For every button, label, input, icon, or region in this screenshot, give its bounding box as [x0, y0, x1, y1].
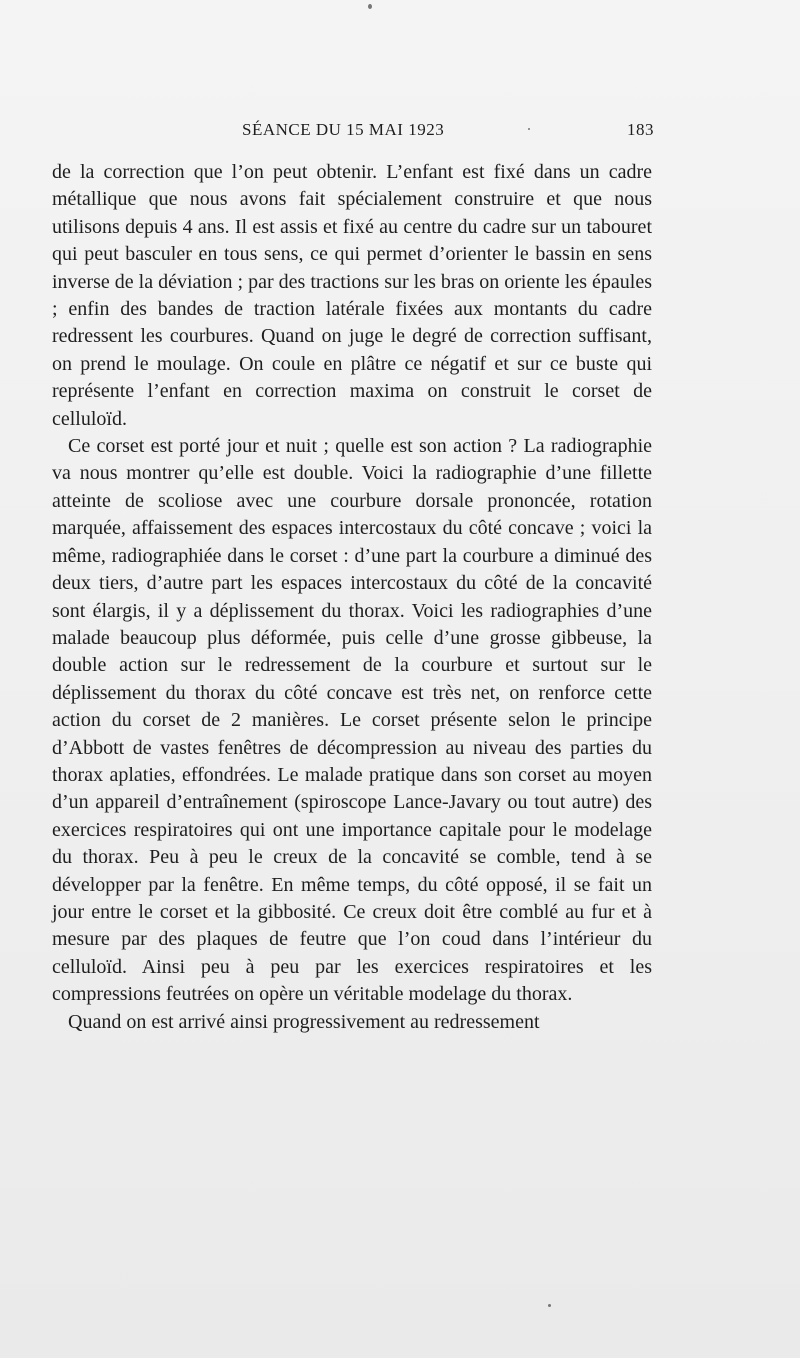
scan-speck	[548, 1304, 551, 1307]
page-header	[52, 118, 652, 142]
scan-speck	[368, 4, 372, 9]
paragraph-3: Quand on est arrivé ainsi progressivement au redressement	[68, 1010, 540, 1033]
paragraph-1: de la correction que l’on peut obtenir. L’enfant est fixé dans un cadre métallique que nous avons fait spécialement construire et que nous utilisons depuis 4 ans. Il est assis et fixé au centre du cadre sur un tabouret qui peut basculer en tous sens, ce qui permet d’orienter le bassin en sens inverse de la déviation ; par des tractions sur les bras on oriente les épaules ; enfin des bandes de traction latérale fixées aux montants du cadre redressent les courbures. Quand on juge le degré de correction suffisant, on prend le moulage. On coule en plâtre ce négatif et sur ce buste qui représente l’enfant en correction maxima on construit le corset de celluloïd.	[52, 161, 652, 430]
body-text	[52, 159, 652, 1036]
page-number: 183	[627, 120, 654, 139]
scan-speck	[528, 128, 530, 130]
paragraph-2: Ce corset est porté jour et nuit ; quelle est son action ? La radiographie va nous montrer qu’elle est double. Voici la radiographie d’une fillette atteinte de scoliose avec une courbure dorsale prononcée, rotation marquée, affaissement des espaces intercostaux du côté concave ; voici la même, radiographiée dans le corset : d’une part la courbure a diminué des deux tiers, d’autre part les espaces intercostaux du côté de la concavité sont élargis, il y a déplissement du thorax. Voici les radiographies d’une malade beaucoup plus déformée, puis celle d’une grosse gibbeuse, la double action sur le redressement de la courbure et surtout sur le déplissement du thorax du côté concave est très net, on renforce cette action du corset de 2 manières. Le corset présente selon le principe d’Abbott de vastes fenêtres de décompression au niveau des parties du thorax aplaties, effondrées. Le malade pratique dans son corset au moyen d’un appareil d’entraînement (spiroscope Lance-Javary ou tout autre) des exercices respiratoires qui ont une importance capitale pour le modelage du thorax. Peu à peu le creux de la concavité se comble, tend à se développer par la fenêtre. En même temps, du côté opposé, il se fait un jour entre le corset et la gibbosité. Ce creux doit être comblé au fur et à mesure par des plaques de feutre que l’on coud dans l’intérieur du celluloïd. Ainsi peu à peu par les exercices respiratoires et les compressions feutrées on opère un véritable modelage du thorax.	[52, 435, 652, 1006]
running-head: SÉANCE DU 15 MAI 1923	[242, 120, 445, 139]
